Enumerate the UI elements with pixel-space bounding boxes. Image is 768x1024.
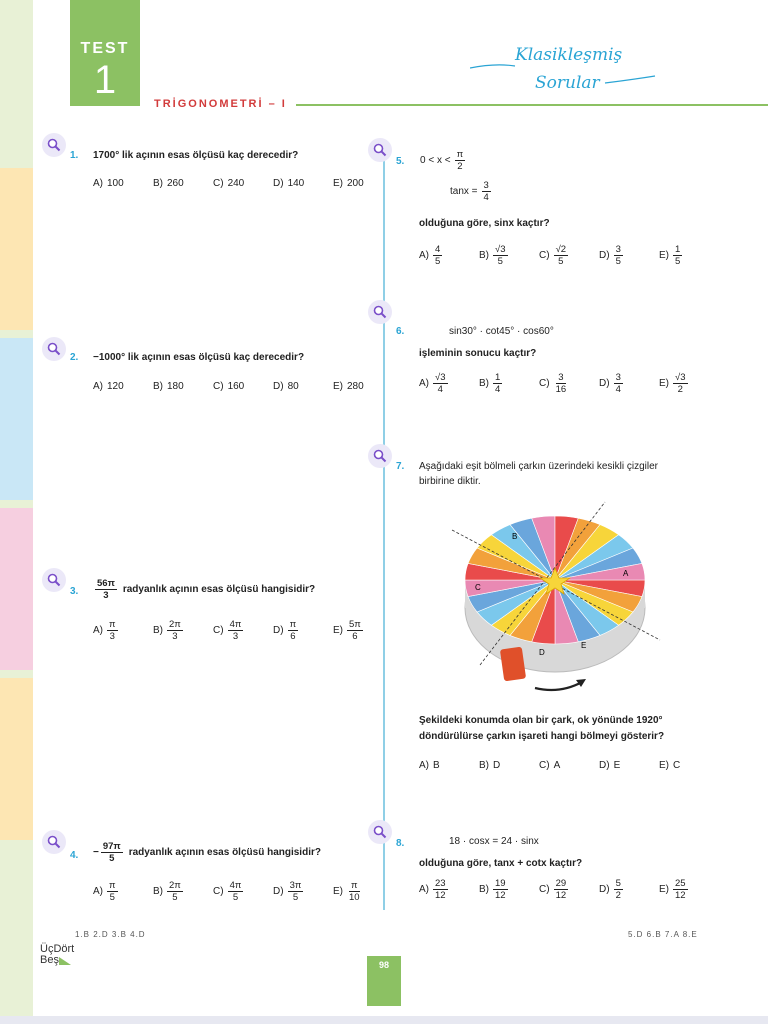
option-letter: B) bbox=[153, 178, 163, 189]
question-text: radyanlık açının esas ölçüsü hangisidir? bbox=[128, 847, 321, 858]
fraction-denominator: 5 bbox=[675, 256, 681, 267]
fraction-denominator: 3 bbox=[172, 631, 178, 642]
fraction-denominator: 12 bbox=[555, 890, 567, 901]
option-fraction bbox=[554, 878, 569, 901]
option-value: 120 bbox=[107, 381, 124, 392]
option-fraction bbox=[167, 880, 183, 903]
options-q1 bbox=[93, 178, 393, 189]
answer-option[interactable] bbox=[479, 244, 539, 267]
answer-option[interactable] bbox=[93, 178, 153, 189]
answer-option[interactable] bbox=[419, 372, 479, 395]
fraction-denominator: 5 bbox=[558, 256, 564, 267]
question-stem bbox=[95, 578, 315, 601]
option-letter: D) bbox=[599, 884, 610, 895]
rotation-arrow-icon bbox=[535, 682, 582, 690]
option-letter: B) bbox=[153, 381, 163, 392]
answer-option[interactable] bbox=[599, 244, 659, 267]
fraction-denominator: 4 bbox=[615, 384, 621, 395]
fraction-denominator: 5 bbox=[292, 892, 299, 903]
option-letter: D) bbox=[599, 378, 610, 389]
fraction-numerator: √3 bbox=[675, 372, 686, 383]
options-q4 bbox=[93, 880, 393, 903]
fraction-numerator: 5π bbox=[349, 619, 361, 630]
option-fraction bbox=[614, 878, 623, 901]
fraction-denominator: 12 bbox=[675, 890, 686, 901]
option-value: B bbox=[433, 760, 440, 771]
option-value: 240 bbox=[227, 178, 245, 189]
wheel-label-e: E bbox=[581, 641, 587, 650]
fraction-numerator: 29 bbox=[555, 878, 567, 889]
question-number: 8. bbox=[396, 838, 405, 849]
option-fraction bbox=[433, 878, 448, 901]
options-q7 bbox=[419, 760, 719, 771]
test-label: TEST bbox=[80, 40, 130, 57]
expression: 18 · cosx = 24 · sinx bbox=[449, 836, 539, 847]
wheel-label-a: A bbox=[623, 569, 629, 578]
answer-option[interactable] bbox=[273, 178, 333, 189]
answer-option[interactable] bbox=[599, 372, 659, 395]
option-fraction bbox=[107, 619, 118, 642]
fraction-numerator: 3 bbox=[615, 372, 621, 383]
option-fraction bbox=[107, 880, 118, 903]
condition-text: tanx = bbox=[450, 186, 478, 197]
fraction-numerator: 56π bbox=[97, 578, 115, 589]
option-letter: A) bbox=[93, 178, 103, 189]
question-intro-line1: Aşağıdaki eşit bölmeli çarkın üzerindeki kesikli çizgiler bbox=[419, 461, 658, 472]
spinning-wheel-figure bbox=[440, 490, 680, 700]
title-rule bbox=[296, 104, 768, 106]
fraction-numerator: 3 bbox=[483, 180, 489, 191]
answer-option[interactable] bbox=[539, 878, 599, 901]
option-letter: D) bbox=[599, 760, 610, 771]
option-letter: A) bbox=[419, 760, 429, 771]
answer-option[interactable] bbox=[479, 878, 539, 901]
script-line1: Klasikleşmiş bbox=[515, 45, 623, 65]
expression: sin30° · cot45° · cos60° bbox=[449, 326, 554, 337]
option-value: A bbox=[553, 760, 561, 771]
option-letter: B) bbox=[479, 250, 489, 261]
fraction-numerator: 3 bbox=[615, 244, 621, 255]
fraction-numerator: 5 bbox=[615, 878, 621, 889]
wheel-label-b: B bbox=[512, 532, 518, 541]
question-number: 3. bbox=[70, 586, 79, 597]
stem-fraction bbox=[101, 841, 123, 864]
page-number-badge bbox=[367, 956, 401, 1006]
fraction-denominator: 4 bbox=[495, 384, 501, 395]
test-number: 1 bbox=[93, 58, 117, 102]
option-value: 160 bbox=[227, 381, 245, 392]
option-fraction bbox=[493, 244, 508, 267]
condition-fraction bbox=[455, 149, 466, 172]
options-q2 bbox=[93, 381, 393, 392]
option-letter: B) bbox=[153, 625, 163, 636]
side-tab-blue bbox=[0, 338, 33, 500]
option-letter: B) bbox=[479, 884, 489, 895]
answer-option[interactable] bbox=[213, 880, 273, 903]
answer-option[interactable] bbox=[659, 760, 719, 771]
fraction-numerator: 4π bbox=[229, 880, 242, 891]
wheel-label-c: C bbox=[475, 583, 481, 592]
option-letter: E) bbox=[333, 625, 343, 636]
option-letter: A) bbox=[419, 378, 429, 389]
answer-option[interactable] bbox=[599, 760, 659, 771]
fraction-numerator: √3 bbox=[495, 244, 506, 255]
fraction-denominator: 3 bbox=[103, 590, 109, 601]
question-number: 4. bbox=[70, 850, 79, 861]
question-text: olduğuna göre, sinx kaçtır? bbox=[419, 218, 550, 229]
condition-text: 0 < x < bbox=[420, 155, 451, 166]
fraction-denominator: 2 bbox=[457, 161, 463, 172]
option-value: 180 bbox=[167, 381, 184, 392]
column-divider bbox=[383, 150, 385, 910]
option-letter: A) bbox=[93, 381, 103, 392]
option-fraction bbox=[673, 878, 688, 901]
option-letter: C) bbox=[213, 886, 224, 897]
answer-option[interactable] bbox=[539, 244, 599, 267]
option-fraction bbox=[554, 244, 569, 267]
option-letter: E) bbox=[659, 884, 669, 895]
option-fraction bbox=[673, 244, 682, 267]
condition-2 bbox=[450, 180, 491, 203]
question-text: olduğuna göre, tanx + cotx kaçtır? bbox=[419, 858, 583, 869]
fraction-denominator: 2 bbox=[677, 384, 683, 395]
option-letter: E) bbox=[333, 886, 343, 897]
script-line2: Sorular bbox=[535, 73, 600, 93]
question-intro-line2: birbirine diktir. bbox=[419, 476, 481, 487]
option-value: 200 bbox=[347, 178, 364, 189]
option-letter: C) bbox=[539, 760, 550, 771]
option-fraction bbox=[347, 880, 362, 903]
zoom-search-icon[interactable] bbox=[42, 133, 66, 157]
option-letter: D) bbox=[273, 886, 284, 897]
side-tab-orange-2 bbox=[0, 678, 33, 840]
question-number: 6. bbox=[396, 326, 405, 337]
option-fraction bbox=[673, 372, 688, 395]
answer-option[interactable] bbox=[153, 178, 213, 189]
answer-option[interactable] bbox=[659, 244, 719, 267]
option-letter: C) bbox=[213, 381, 224, 392]
question-text: işleminin sonucu kaçtır? bbox=[419, 348, 537, 359]
fraction-numerator: π bbox=[456, 149, 464, 160]
option-letter: E) bbox=[659, 250, 669, 261]
fraction-numerator: 4π bbox=[229, 619, 242, 630]
page-subtitle: TRİGONOMETRİ – I bbox=[154, 98, 287, 110]
fraction-numerator: π bbox=[109, 880, 116, 891]
wheel-marker bbox=[500, 647, 526, 682]
question-text: radyanlık açının esas ölçüsü hangisidir? bbox=[122, 584, 316, 595]
option-fraction bbox=[493, 878, 508, 901]
option-letter: E) bbox=[333, 178, 343, 189]
answer-option[interactable] bbox=[333, 178, 393, 189]
question-text-line2: döndürülürse çarkın işareti hangi bölmeyi gösterir? bbox=[419, 731, 665, 742]
side-tab-pink bbox=[0, 508, 33, 670]
option-fraction bbox=[433, 244, 442, 267]
answer-option[interactable] bbox=[419, 878, 479, 901]
option-fraction bbox=[614, 372, 623, 395]
fraction-denominator: 3 bbox=[232, 631, 239, 642]
fraction-denominator: 4 bbox=[437, 384, 443, 395]
question-number: 2. bbox=[70, 352, 79, 363]
option-value: 140 bbox=[287, 178, 305, 189]
option-fraction bbox=[288, 619, 299, 642]
zoom-search-icon[interactable] bbox=[42, 568, 66, 592]
fraction-numerator: 1 bbox=[675, 244, 681, 255]
stem-fraction bbox=[95, 578, 117, 601]
answer-option[interactable] bbox=[93, 619, 153, 642]
question-number: 7. bbox=[396, 461, 405, 472]
option-letter: A) bbox=[93, 625, 103, 636]
option-value: 260 bbox=[167, 178, 184, 189]
answer-option[interactable] bbox=[213, 178, 273, 189]
fraction-numerator: π bbox=[289, 619, 297, 630]
fraction-numerator: 4 bbox=[435, 244, 441, 255]
side-tab-orange bbox=[0, 168, 33, 330]
option-value: 100 bbox=[107, 178, 124, 189]
fraction-numerator: 23 bbox=[435, 878, 446, 889]
answer-option[interactable] bbox=[213, 619, 273, 642]
logo-triangle-icon bbox=[59, 957, 71, 965]
option-fraction bbox=[288, 880, 304, 903]
answer-option[interactable] bbox=[333, 619, 393, 642]
options-q5 bbox=[419, 244, 719, 267]
options-q6 bbox=[419, 372, 719, 395]
fraction-numerator: 3π bbox=[289, 880, 302, 891]
option-fraction bbox=[228, 880, 244, 903]
answer-option[interactable] bbox=[153, 619, 213, 642]
fraction-denominator: 6 bbox=[290, 631, 296, 642]
fraction-numerator: 3 bbox=[558, 372, 564, 383]
answer-option[interactable] bbox=[333, 381, 393, 392]
answer-option[interactable] bbox=[153, 381, 213, 392]
answer-option[interactable] bbox=[273, 381, 333, 392]
option-letter: C) bbox=[539, 884, 550, 895]
option-fraction bbox=[614, 244, 623, 267]
publisher-name-line2: Beş bbox=[40, 954, 59, 966]
answer-option[interactable] bbox=[273, 880, 333, 903]
fraction-numerator: 19 bbox=[495, 878, 506, 889]
option-letter: D) bbox=[273, 625, 284, 636]
fraction-denominator: 5 bbox=[172, 892, 178, 903]
question-number: 5. bbox=[396, 156, 405, 167]
answer-option[interactable] bbox=[479, 372, 539, 395]
condition-fraction bbox=[482, 180, 491, 203]
fraction-denominator: 5 bbox=[232, 892, 239, 903]
option-fraction bbox=[347, 619, 363, 642]
option-letter: D) bbox=[273, 381, 284, 392]
option-letter: C) bbox=[539, 378, 550, 389]
option-letter: C) bbox=[213, 178, 224, 189]
fraction-numerator: √2 bbox=[555, 244, 567, 255]
question-stem bbox=[93, 841, 321, 864]
option-letter: B) bbox=[479, 378, 489, 389]
option-letter: A) bbox=[419, 250, 429, 261]
options-q8 bbox=[419, 878, 719, 901]
minus-sign: − bbox=[93, 847, 99, 858]
zoom-search-icon[interactable] bbox=[368, 444, 392, 468]
fraction-denominator: 3 bbox=[109, 631, 115, 642]
bottom-border bbox=[0, 1016, 768, 1024]
fraction-numerator: π bbox=[109, 619, 116, 630]
answer-key-left: 1.B 2.D 3.B 4.D bbox=[75, 930, 146, 939]
options-q3 bbox=[93, 619, 393, 642]
option-value: E bbox=[613, 760, 621, 771]
page-number: 98 bbox=[378, 960, 389, 970]
answer-option[interactable] bbox=[539, 372, 599, 395]
wheel-label-d: D bbox=[539, 648, 545, 657]
condition-1 bbox=[420, 149, 465, 172]
publisher-name-line1: ÜçDört bbox=[40, 943, 75, 955]
answer-key-right: 5.D 6.B 7.A 8.E bbox=[628, 930, 698, 939]
option-letter: A) bbox=[93, 886, 103, 897]
question-number: 1. bbox=[70, 150, 79, 161]
fraction-denominator: 2 bbox=[615, 890, 621, 901]
fraction-numerator: √3 bbox=[435, 372, 446, 383]
option-letter: E) bbox=[333, 381, 343, 392]
script-title-logo bbox=[470, 38, 670, 98]
fraction-denominator: 5 bbox=[615, 256, 621, 267]
answer-option[interactable] bbox=[333, 880, 393, 903]
fraction-denominator: 5 bbox=[435, 256, 441, 267]
fraction-denominator: 5 bbox=[497, 256, 503, 267]
option-letter: B) bbox=[153, 886, 163, 897]
fraction-numerator: 2π bbox=[169, 880, 181, 891]
option-letter: C) bbox=[213, 625, 224, 636]
answer-option[interactable] bbox=[419, 244, 479, 267]
option-letter: E) bbox=[659, 378, 669, 389]
test-badge bbox=[70, 0, 140, 106]
answer-option[interactable] bbox=[479, 760, 539, 771]
fraction-numerator: 97π bbox=[102, 841, 121, 852]
fraction-denominator: 4 bbox=[483, 192, 489, 203]
answer-option[interactable] bbox=[419, 760, 479, 771]
option-fraction bbox=[554, 372, 569, 395]
answer-option[interactable] bbox=[599, 878, 659, 901]
answer-option[interactable] bbox=[273, 619, 333, 642]
option-fraction bbox=[493, 372, 502, 395]
option-fraction bbox=[228, 619, 244, 642]
option-letter: D) bbox=[599, 250, 610, 261]
answer-option[interactable] bbox=[153, 880, 213, 903]
zoom-search-icon[interactable] bbox=[368, 300, 392, 324]
zoom-search-icon[interactable] bbox=[368, 138, 392, 162]
publisher-logo bbox=[40, 944, 74, 966]
option-letter: B) bbox=[479, 760, 489, 771]
option-value: C bbox=[673, 760, 681, 771]
zoom-search-icon[interactable] bbox=[42, 830, 66, 854]
option-letter: E) bbox=[659, 760, 669, 771]
fraction-denominator: 12 bbox=[495, 890, 506, 901]
fraction-denominator: 12 bbox=[435, 890, 446, 901]
fraction-numerator: π bbox=[351, 880, 358, 891]
answer-option[interactable] bbox=[539, 760, 599, 771]
zoom-search-icon[interactable] bbox=[42, 337, 66, 361]
fraction-denominator: 5 bbox=[109, 892, 115, 903]
fraction-numerator: 2π bbox=[169, 619, 181, 630]
zoom-search-icon[interactable] bbox=[368, 820, 392, 844]
option-letter: C) bbox=[539, 250, 550, 261]
option-value: D bbox=[493, 760, 501, 771]
answer-option[interactable] bbox=[659, 878, 719, 901]
option-value: 280 bbox=[347, 381, 364, 392]
fraction-numerator: 25 bbox=[675, 878, 686, 889]
fraction-denominator: 10 bbox=[349, 892, 360, 903]
answer-option[interactable] bbox=[213, 381, 273, 392]
fraction-denominator: 5 bbox=[109, 853, 115, 864]
question-text-line1: Şekildeki konumda olan bir çark, ok yönünde 1920° bbox=[419, 715, 663, 726]
option-value: 80 bbox=[287, 381, 299, 392]
option-fraction bbox=[433, 372, 448, 395]
option-letter: D) bbox=[273, 178, 284, 189]
fraction-numerator: 1 bbox=[495, 372, 501, 383]
option-fraction bbox=[167, 619, 183, 642]
question-text: 1700° lik açının esas ölçüsü kaç derecedir? bbox=[93, 150, 299, 161]
fraction-denominator: 16 bbox=[555, 384, 567, 395]
answer-option[interactable] bbox=[93, 880, 153, 903]
option-letter: A) bbox=[419, 884, 429, 895]
fraction-denominator: 6 bbox=[352, 631, 358, 642]
question-text: −1000° lik açının esas ölçüsü kaç derecedir? bbox=[93, 352, 305, 363]
answer-option[interactable] bbox=[659, 372, 719, 395]
answer-option[interactable] bbox=[93, 381, 153, 392]
